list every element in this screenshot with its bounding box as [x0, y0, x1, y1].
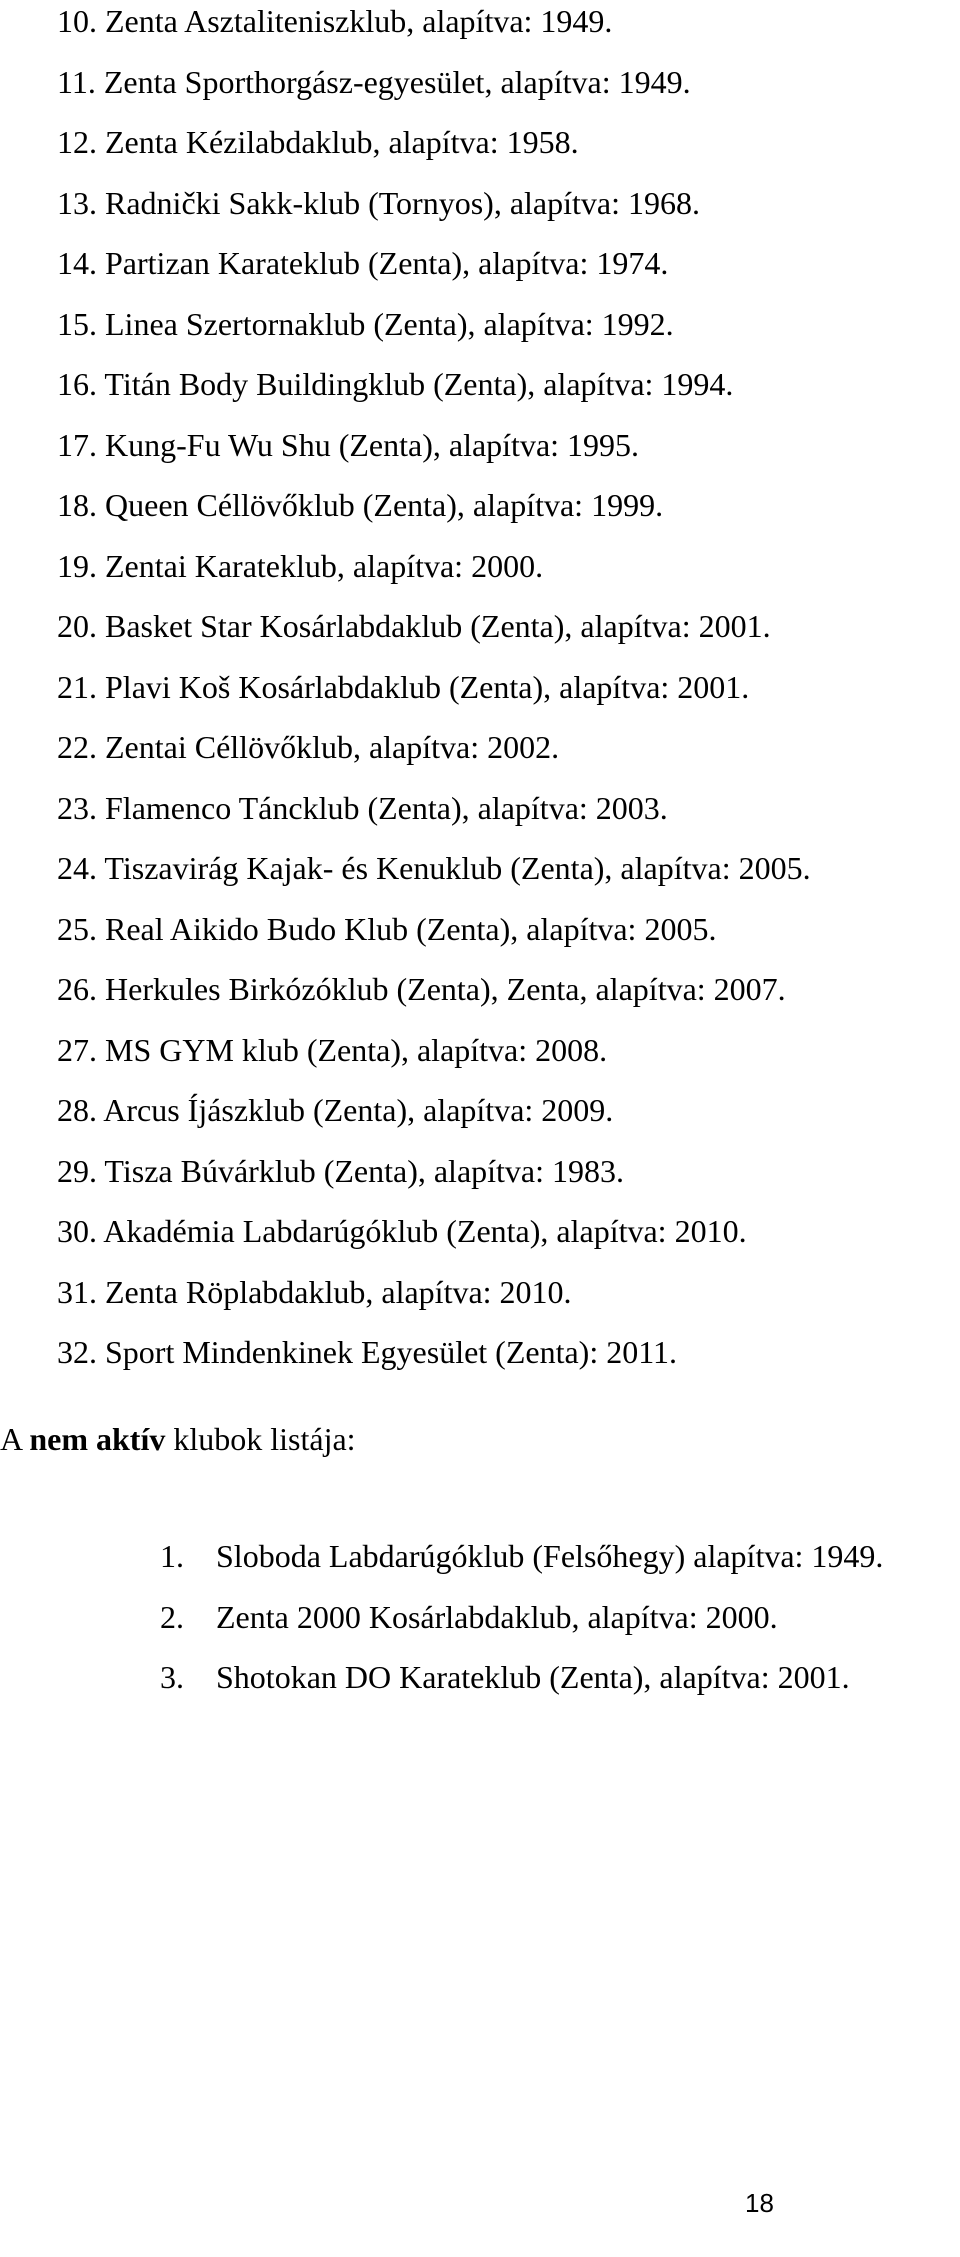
list-item: 16. Titán Body Buildingklub (Zenta), alapítva: 1994. [57, 366, 734, 402]
page-number: 18 [745, 2188, 774, 2218]
item-text: Shotokan DO Karateklub (Zenta), alapítva: 2001. [216, 1659, 850, 1695]
list-item: 21. Plavi Koš Kosárlabdaklub (Zenta), alapítva: 2001. [57, 668, 750, 705]
list-item: 23. Flamenco Táncklub (Zenta), alapítva: 2003. [57, 789, 668, 826]
item-number: 3. [160, 1659, 184, 1695]
heading-suffix: klubok listája: [165, 1421, 356, 1457]
list-item: 29. Tisza Búvárklub (Zenta), alapítva: 1983. [57, 1152, 625, 1189]
list-item [160, 1596, 883, 1657]
item-number: 1. [160, 1538, 184, 1574]
item-text: Zenta 2000 Kosárlabdaklub, alapítva: 2000. [216, 1598, 778, 1635]
list-item: 19. Zentai Karateklub, alapítva: 2000. [57, 547, 544, 584]
list-item: 24. Tiszavirág Kajak- és Kenuklub (Zenta), alapítva: 2005. [57, 850, 811, 886]
list-item: 17. Kung-Fu Wu Shu (Zenta), alapítva: 1995. [57, 426, 640, 463]
list-item: 30. Akadémia Labdarúgóklub (Zenta), alapítva: 2010. [57, 1213, 747, 1249]
list-item: 25. Real Aikido Budo Klub (Zenta), alapítva: 2005. [57, 910, 717, 947]
inactive-clubs-list [160, 1535, 883, 1717]
list-item [160, 1535, 883, 1596]
list-item: 11. Zenta Sporthorgász-egyesület, alapítva: 1949. [57, 63, 691, 100]
list-item: 27. MS GYM klub (Zenta), alapítva: 2008. [57, 1031, 608, 1068]
list-item: 32. Sport Mindenkinek Egyesület (Zenta): 2011. [57, 1334, 678, 1370]
list-item: 20. Basket Star Kosárlabdaklub (Zenta), alapítva: 2001. [57, 608, 771, 644]
list-item: 12. Zenta Kézilabdaklub, alapítva: 1958. [57, 124, 579, 160]
list-item: 22. Zentai Céllövőklub, alapítva: 2002. [57, 729, 560, 765]
heading-bold: nem aktív [29, 1421, 166, 1457]
inactive-clubs-heading [0, 1418, 356, 1460]
list-item: 28. Arcus Íjászklub (Zenta), alapítva: 2009. [57, 1092, 614, 1128]
item-text: Sloboda Labdarúgóklub (Felsőhegy) alapítva: 1949. [216, 1538, 884, 1574]
item-number: 2. [160, 1598, 184, 1635]
heading-prefix: A [0, 1421, 30, 1457]
list-item: 14. Partizan Karateklub (Zenta), alapítva: 1974. [57, 245, 669, 281]
list-item: 13. Radnički Sakk-klub (Tornyos), alapítva: 1968. [57, 184, 700, 221]
list-item: 10. Zenta Asztaliteniszklub, alapítva: 1949. [57, 3, 613, 39]
list-item: 18. Queen Céllövőklub (Zenta), alapítva: 1999. [57, 487, 664, 523]
list-item [160, 1656, 883, 1717]
active-clubs-list [57, 0, 811, 1392]
list-item: 15. Linea Szertornaklub (Zenta), alapítva: 1992. [57, 305, 674, 342]
list-item: 31. Zenta Röplabdaklub, alapítva: 2010. [57, 1273, 572, 1310]
list-item: 26. Herkules Birkózóklub (Zenta), Zenta, alapítva: 2007. [57, 971, 786, 1007]
